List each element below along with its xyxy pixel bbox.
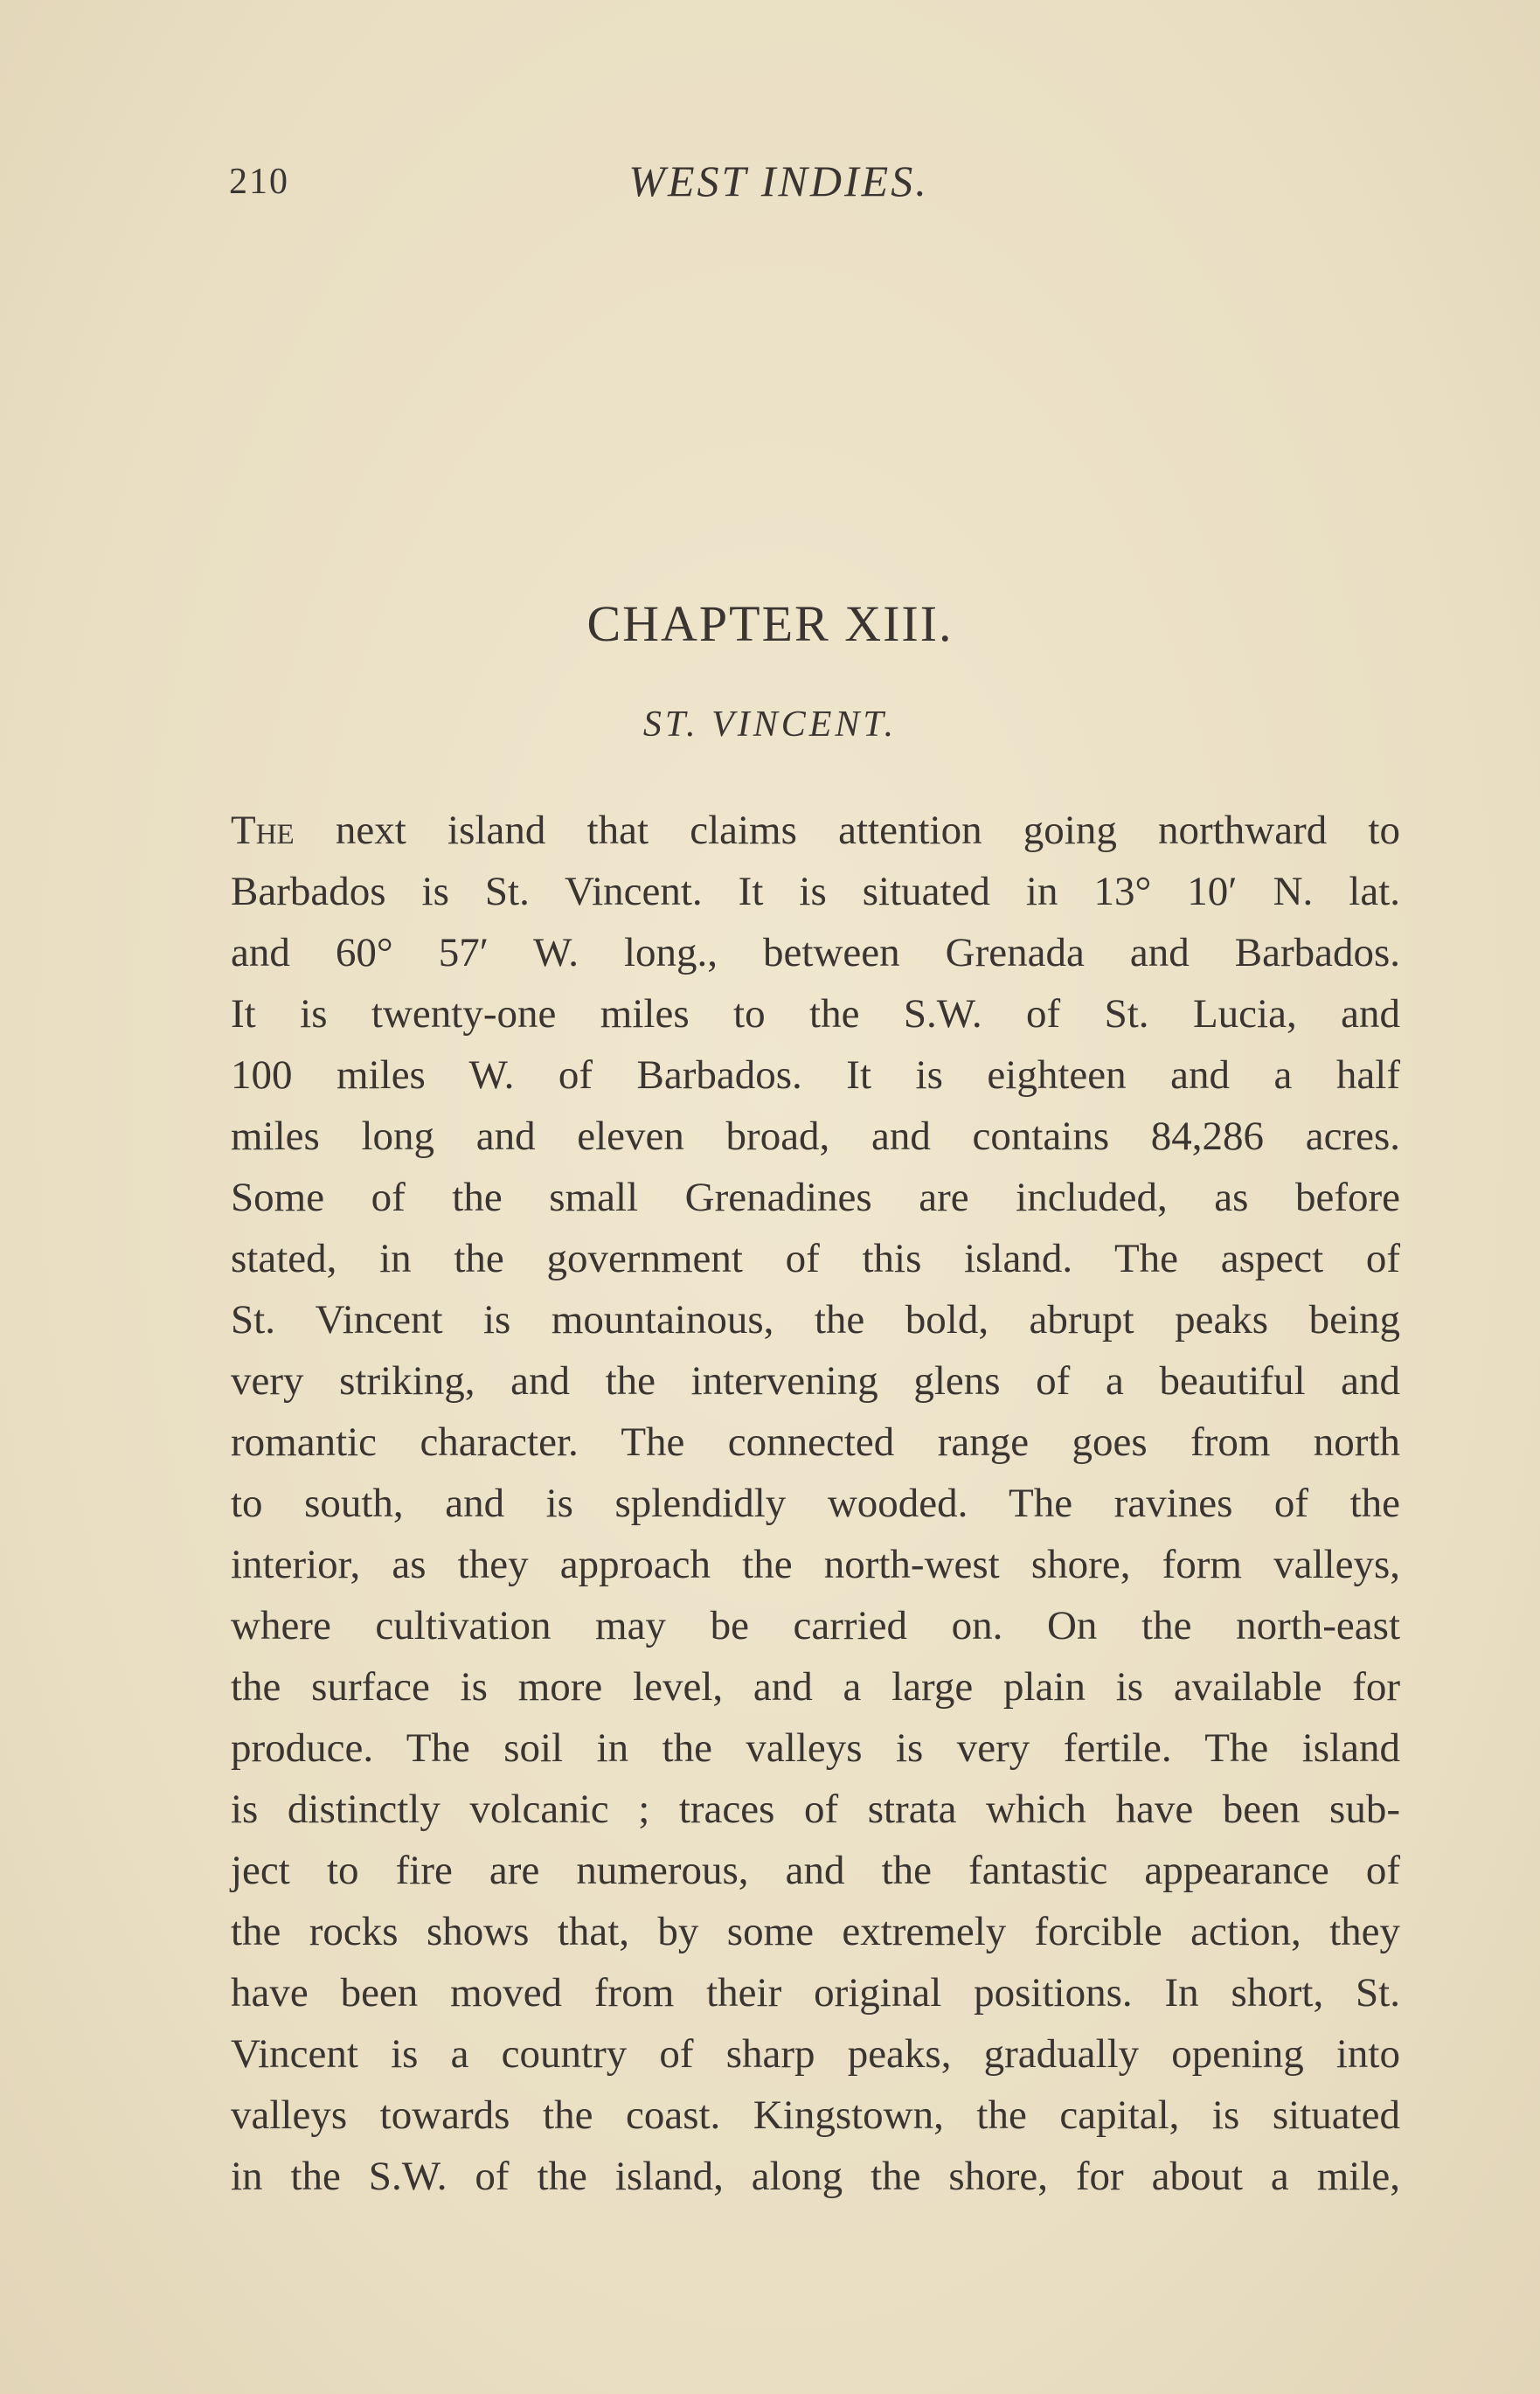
line-text: to south, and is splendidly wooded. The ravines of the bbox=[231, 1481, 1400, 1526]
line-text: Barbados is St. Vincent. It is situated in 13° 10′ N. lat. bbox=[231, 869, 1400, 914]
line-text: is distinctly volcanic ; traces of strata which have been sub- bbox=[231, 1787, 1400, 1832]
text-line bbox=[231, 1289, 1400, 1350]
line-text: and 60° 57′ W. long., between Grenada and Barbados. bbox=[231, 930, 1400, 975]
first-word: The bbox=[231, 808, 295, 853]
line-text: where cultivation may be carried on. On the north-east bbox=[231, 1603, 1400, 1648]
line-text: St. Vincent is mountainous, the bold, abrupt peaks being bbox=[231, 1297, 1400, 1343]
line-text: valleys towards the coast. Kingstown, the capital, is situated bbox=[231, 2092, 1400, 2138]
text-line bbox=[231, 2023, 1400, 2085]
text-line bbox=[231, 922, 1400, 983]
line-text: interior, as they approach the north-west shore, form valleys, bbox=[231, 1542, 1400, 1587]
text-line bbox=[231, 1840, 1400, 1901]
chapter-title: CHAPTER XIII. bbox=[586, 595, 954, 652]
text-line bbox=[231, 1473, 1400, 1534]
text-line bbox=[231, 1717, 1400, 1779]
line-text: produce. The soil in the valleys is very fertile. The island bbox=[231, 1725, 1400, 1771]
page-number: 210 bbox=[229, 162, 289, 202]
line-text: have been moved from their original positions. In short, St. bbox=[231, 1970, 1400, 2016]
line-text: very striking, and the intervening glens of a beautiful and bbox=[231, 1358, 1400, 1404]
text-line bbox=[231, 1962, 1400, 2023]
text-line bbox=[231, 2146, 1400, 2207]
line-text: in the S.W. of the island, along the shore, for about a mile, bbox=[231, 2154, 1400, 2199]
running-header bbox=[0, 156, 1540, 208]
text-line bbox=[231, 861, 1400, 922]
line-text: stated, in the government of this island. The aspect of bbox=[231, 1236, 1400, 1281]
line-text: ject to fire are numerous, and the fantastic appearance of bbox=[231, 1848, 1400, 1893]
text-line bbox=[231, 1167, 1400, 1228]
line-text: It is twenty-one miles to the S.W. of St. Lucia, and bbox=[231, 991, 1400, 1037]
chapter-subtitle: ST. VINCENT. bbox=[642, 704, 898, 745]
line-text: romantic character. The connected range goes from north bbox=[231, 1419, 1400, 1465]
text-line bbox=[231, 2085, 1400, 2146]
line-text: next island that claims attention going northward to bbox=[294, 808, 1400, 853]
running-title: WEST INDIES. bbox=[628, 156, 929, 205]
text-line bbox=[231, 1106, 1400, 1167]
line-text: Some of the small Grenadines are included, as before bbox=[231, 1175, 1400, 1220]
line-text: Vincent is a country of sharp peaks, gradually opening into bbox=[231, 2031, 1400, 2077]
line-text: the rocks shows that, by some extremely forcible action, they bbox=[231, 1909, 1400, 1954]
text-line bbox=[231, 1412, 1400, 1473]
line-text: 100 miles W. of Barbados. It is eighteen and a half bbox=[231, 1052, 1400, 1098]
body-text bbox=[231, 800, 1400, 2207]
text-line bbox=[231, 1656, 1400, 1717]
line-text: miles long and eleven broad, and contains 84,286 acres. bbox=[231, 1114, 1400, 1159]
text-line bbox=[231, 1350, 1400, 1412]
text-line bbox=[231, 800, 1400, 861]
text-line bbox=[231, 1595, 1400, 1656]
text-line bbox=[231, 1228, 1400, 1289]
text-line bbox=[231, 983, 1400, 1044]
line-text: the surface is more level, and a large plain is available for bbox=[231, 1664, 1400, 1710]
text-line bbox=[231, 1901, 1400, 1962]
text-line bbox=[231, 1779, 1400, 1840]
text-line bbox=[231, 1534, 1400, 1595]
text-line bbox=[231, 1044, 1400, 1106]
